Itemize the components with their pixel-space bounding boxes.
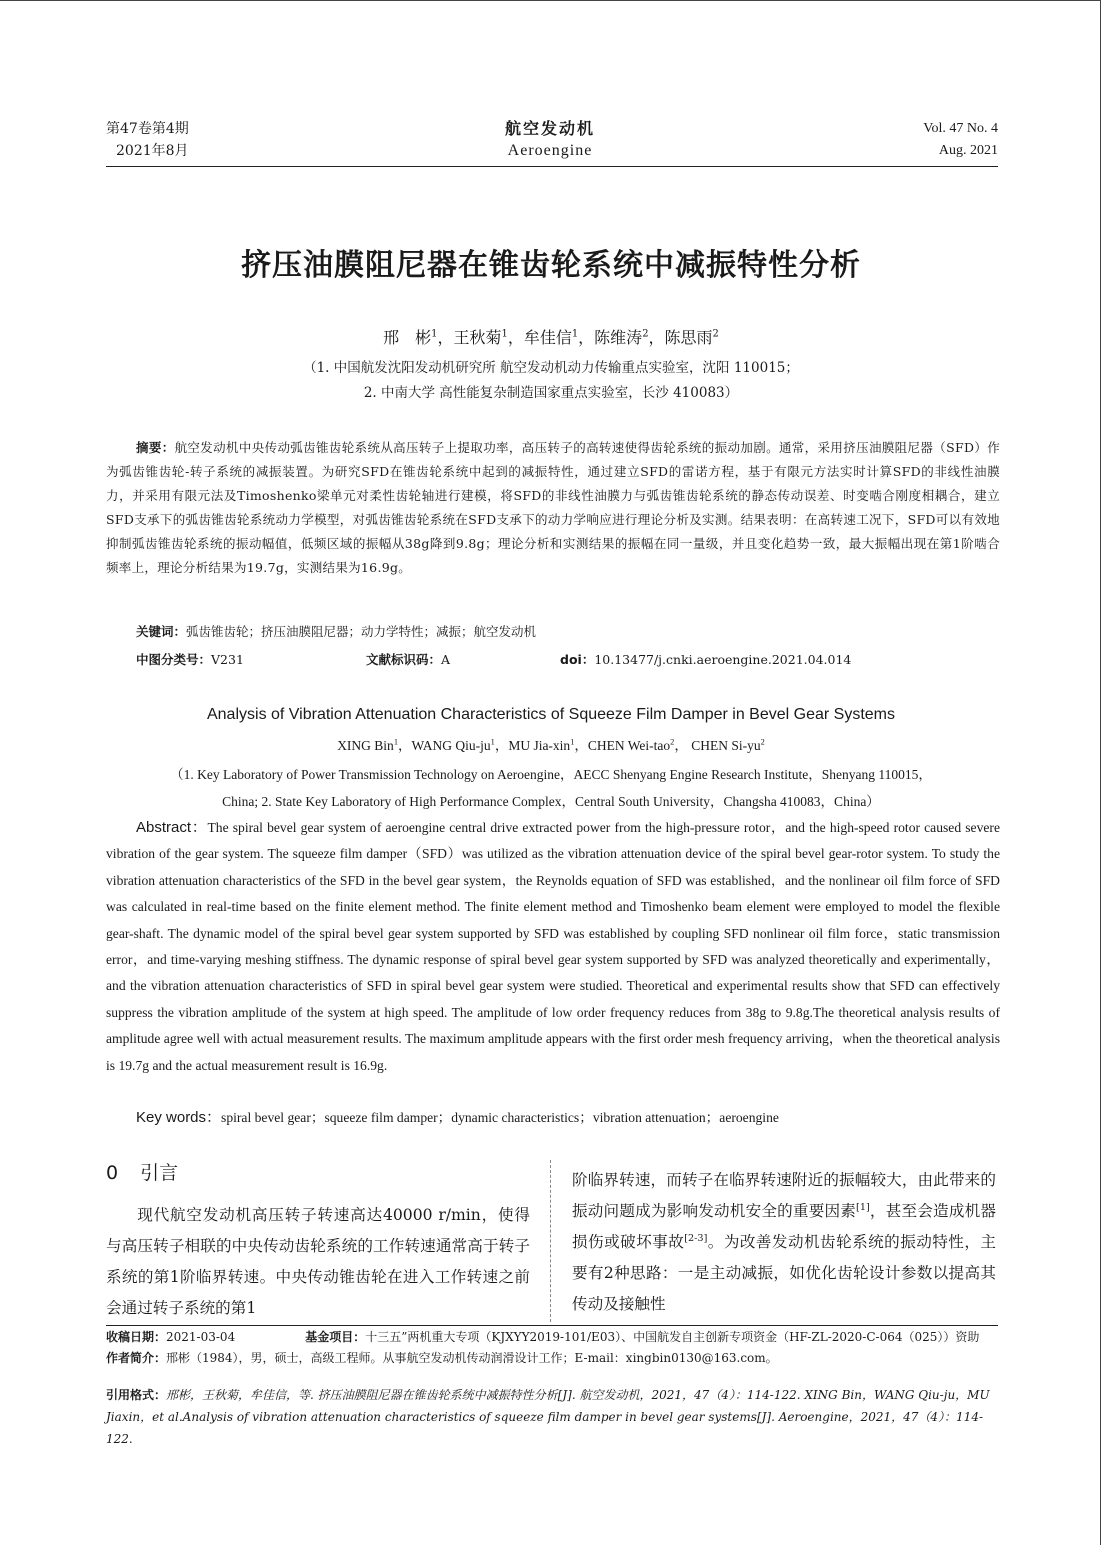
paper-title-en: Analysis of Vibration Attenuation Characteristics of Squeeze Film Damper in Bevel Gear Systems	[206, 706, 895, 723]
header-rule	[106, 166, 998, 167]
body-column-left	[106, 1200, 530, 1324]
body-paragraph: 现代航空发动机高压转子转速高达40000 r/min，使得与高压转子相联的中央传动齿轮系统的工作转速通常高于转子系统的第1阶临界转速。中央传动锥齿轮在进入工作转速之前会通过转子系统的第1	[106, 1206, 530, 1317]
doc-code-value: A	[441, 652, 451, 667]
volume-issue-en: Vol. 47 No. 4	[923, 121, 998, 136]
author: 王秋菊	[453, 328, 502, 347]
abstract-cn-label: 摘要：	[136, 440, 175, 455]
section-heading	[106, 1158, 178, 1185]
doi-label: doi：	[560, 652, 595, 667]
author: 牟佳信	[523, 328, 572, 347]
reference-mark[interactable]: [2-3]	[684, 1232, 708, 1244]
header-volume-cn	[106, 118, 189, 162]
body-text: 。为改善发动机齿轮系统的振动特性，主要有2种思路：一是主动减振，如优化齿轮设计参数以提高其传动及接触性	[572, 1233, 996, 1313]
date-cn: 2021年8月	[116, 143, 189, 159]
author-affil-mark: 2	[760, 737, 765, 747]
paper-title-cn: 挤压油膜阻尼器在锥齿轮系统中减振特性分析	[241, 248, 861, 283]
clc-value: V231	[211, 652, 244, 667]
author-affil-mark: 2	[670, 737, 675, 747]
clc-number	[136, 650, 244, 668]
fund-label: 基金项目：	[305, 1330, 366, 1344]
author-affil-mark: 1	[571, 328, 579, 340]
abstract-cn	[106, 436, 1000, 580]
keywords-en	[136, 1106, 779, 1127]
doi	[560, 650, 851, 668]
author-en: XING Bin	[337, 738, 394, 753]
authors-en: XING Bin$^1$，WANG Qiu-$ju^1$，MU Jia-xin$^1$，CHEN Wei-tao$^2$， CHEN $Si-yu^2$	[337, 737, 765, 753]
author: 邢 彬	[383, 328, 432, 347]
doi-value: 10.13477/j.cnki.aeroengine.2021.04.014	[594, 652, 852, 667]
author-bio-text: 邢彬（1984），男，硕士，高级工程师。从事航空发动机传动润滑设计工作；E-mail：xingbin0130@163.com。	[166, 1351, 778, 1365]
abstract-en-text: The spiral bevel gear system of aeroengine central drive extracted power from the high-pressure rotor，and the high-speed rotor caused severe vibration of the gear system. The squeeze film damper（SFD）was utilized as the vibration attenuation device of the spiral bevel gear-rotor system. To study the vibration attenuation characteristics of the SFD in the bevel gear system，the Reynolds equation of SFD was established，and the nonlinear oil film force of SFD was calculated in real-time based on the finite element method. The finite element method and Timoshenko beam element were employed to model the flexible gear-shaft. The dynamic model of the spiral bevel gear system supported by SFD was established by coupling SFD nonlinear oil film force，static transmission error，and time-varying meshing stiffness. The dynamic response of spiral bevel gear system supported by SFD was analyzed theoretically and experimentally，and the vibration attenuation characteristics of SFD in spiral bevel gear system were studied. Theoretical and experimental results show that SFD can effectively suppress the vibration amplitude of the system at high speed. The amplitude of low order frequency reduces from 38g to 9.8g.The theoretical analysis results of amplitude agree well with actual measurement results. The maximum amplitude appears with the first order mesh frequency arriving，when the theoretical analysis is 19.7g and the actual measurement result is 16.9g.	[106, 820, 1000, 1073]
received-date: 2021-03-04	[166, 1330, 236, 1344]
date-en: Aug. 2021	[938, 143, 998, 158]
authors-cn: 邢 彬$^1$，王秋菊$^1$，牟佳信$^1$，陈维涛$^2$，陈思雨$^2$	[383, 328, 719, 347]
reference-mark[interactable]: [1]	[856, 1201, 870, 1213]
affiliation-en-2: China; 2. State Key Laboratory of High Performance Complex，Central South University，Changsha 410083，China）	[222, 794, 880, 809]
footnote-received-fund	[106, 1327, 1000, 1347]
abstract-cn-text: 航空发动机中央传动弧齿锥齿轮系统从高压转子上提取功率，高压转子的高转速使得齿轮系统的振动加剧。通常，采用挤压油膜阻尼器（SFD）作为弧齿锥齿轮-转子系统的减振装置。为研究SFD在锥齿轮系统中起到的减振特性，通过建立SFD的雷诺方程，基于有限元方法实时计算SFD的非线性油膜力，并采用有限元法及Timoshenko梁单元对柔性齿轮轴进行建模，将SFD的非线性油膜力与弧齿锥齿轮系统的静态传动误差、时变啮合刚度相耦合，建立SFD支承下的弧齿锥齿轮系统动力学模型，对弧齿锥齿轮系统在SFD支承下的动力学响应进行理论分析及实测。结果表明：在高转速工况下，SFD可以有效地抑制弧齿锥齿轮系统的振动幅值，低频区域的振幅从38g降到9.8g；理论分析和实测结果的振幅在同一量级，并且变化趋势一致，最大振幅出现在第1阶啮合频率上，理论分析结果为19.7g，实测结果为16.9g。	[106, 440, 1000, 575]
author-affil-mark: 1	[431, 328, 438, 340]
fund-text: 十三五”两机重大专项（KJXYY2019-101/E03）、中国航发自主创新专项资金（HF-ZL-2020-C-064（025））资助	[365, 1330, 980, 1344]
citation-label: 引用格式：	[106, 1388, 167, 1402]
volume-issue-cn: 第47卷第4期	[106, 121, 189, 137]
document-code	[366, 650, 450, 668]
keywords-cn-label: 关键词：	[136, 624, 187, 639]
affiliation-cn-2: 2. 中南大学 高性能复杂制造国家重点实验室，长沙 410083）	[363, 385, 739, 401]
keywords-cn	[136, 622, 536, 640]
section-title: 引言	[140, 1162, 179, 1184]
keywords-en-text: spiral bevel gear；squeeze film damper；dynamic characteristics；vibration attenuation；aeroengine	[221, 1110, 779, 1125]
author-en: CHEN Si-yu	[691, 738, 761, 753]
body-column-right	[572, 1165, 996, 1320]
author: 陈思雨	[664, 328, 713, 347]
keywords-cn-text: 弧齿锥齿轮；挤压油膜阻尼器；动力学特性；减振；航空发动机	[186, 624, 537, 639]
doc-code-label: 文献标识码：	[366, 652, 442, 667]
body-text: ，甚至会造成机器损伤或破坏事故	[572, 1202, 996, 1251]
journal-name-cn: 航空发动机	[504, 119, 595, 138]
citation-text: 邢彬，王秋菊，牟佳信，等. 挤压油膜阻尼器在锥齿轮系统中减振特性分析[J]. 航空发动机，2021，47（4）：114-122. XING Bin，WANG Qiu-ju，MU Jiaxin，et al.Analysis of vibration attenuation characteristics of squeeze film damper in bevel gear systems[J]. Aeroengine，2021，47（4）：114-122.	[106, 1388, 990, 1446]
header-journal	[300, 118, 800, 162]
header-volume-en	[923, 118, 998, 162]
author-affil-mark: 2	[712, 328, 719, 340]
keywords-en-label: Key words：	[136, 1109, 222, 1126]
affiliation-en-1: （1. Key Laboratory of Power Transmission Technology on Aeroengine，AECC Shenyang Engine Research Institute，Shenyang 110015，	[170, 767, 932, 782]
author-affil-mark: 1	[393, 737, 398, 747]
citation-format	[106, 1384, 1000, 1450]
abstract-en	[106, 815, 1000, 1079]
author-affil-mark: 1	[501, 328, 508, 340]
column-divider	[550, 1160, 551, 1322]
footnote-author	[106, 1348, 1000, 1368]
body-paragraph	[572, 1165, 996, 1320]
footnote-rule	[106, 1325, 998, 1326]
author-en: WANG Qiu-ju	[411, 738, 491, 753]
author: 陈维涛	[594, 328, 643, 347]
received-label: 收稿日期：	[106, 1330, 167, 1344]
author-affil-mark: 2	[642, 328, 649, 340]
author-en: MU Jia-xin	[508, 738, 571, 753]
journal-name-en: Aeroengine	[507, 142, 593, 159]
body-text: 阶临界转速，而转子在临界转速附近的振幅较大，由此带来的振动问题成为影响发动机安全的重要因素	[572, 1171, 996, 1220]
abstract-en-label: Abstract：	[136, 819, 208, 836]
section-number: 0	[106, 1162, 119, 1184]
author-en: CHEN Wei-tao	[587, 738, 671, 753]
affiliation-cn-1: （1. 中国航发沈阳发动机研究所 航空发动机动力传输重点实验室，沈阳 110015；	[303, 360, 799, 376]
author-bio-label: 作者简介：	[106, 1351, 167, 1365]
clc-label: 中图分类号：	[136, 652, 212, 667]
author-affil-mark: 1	[570, 737, 575, 747]
author-affil-mark: 1	[490, 737, 495, 747]
